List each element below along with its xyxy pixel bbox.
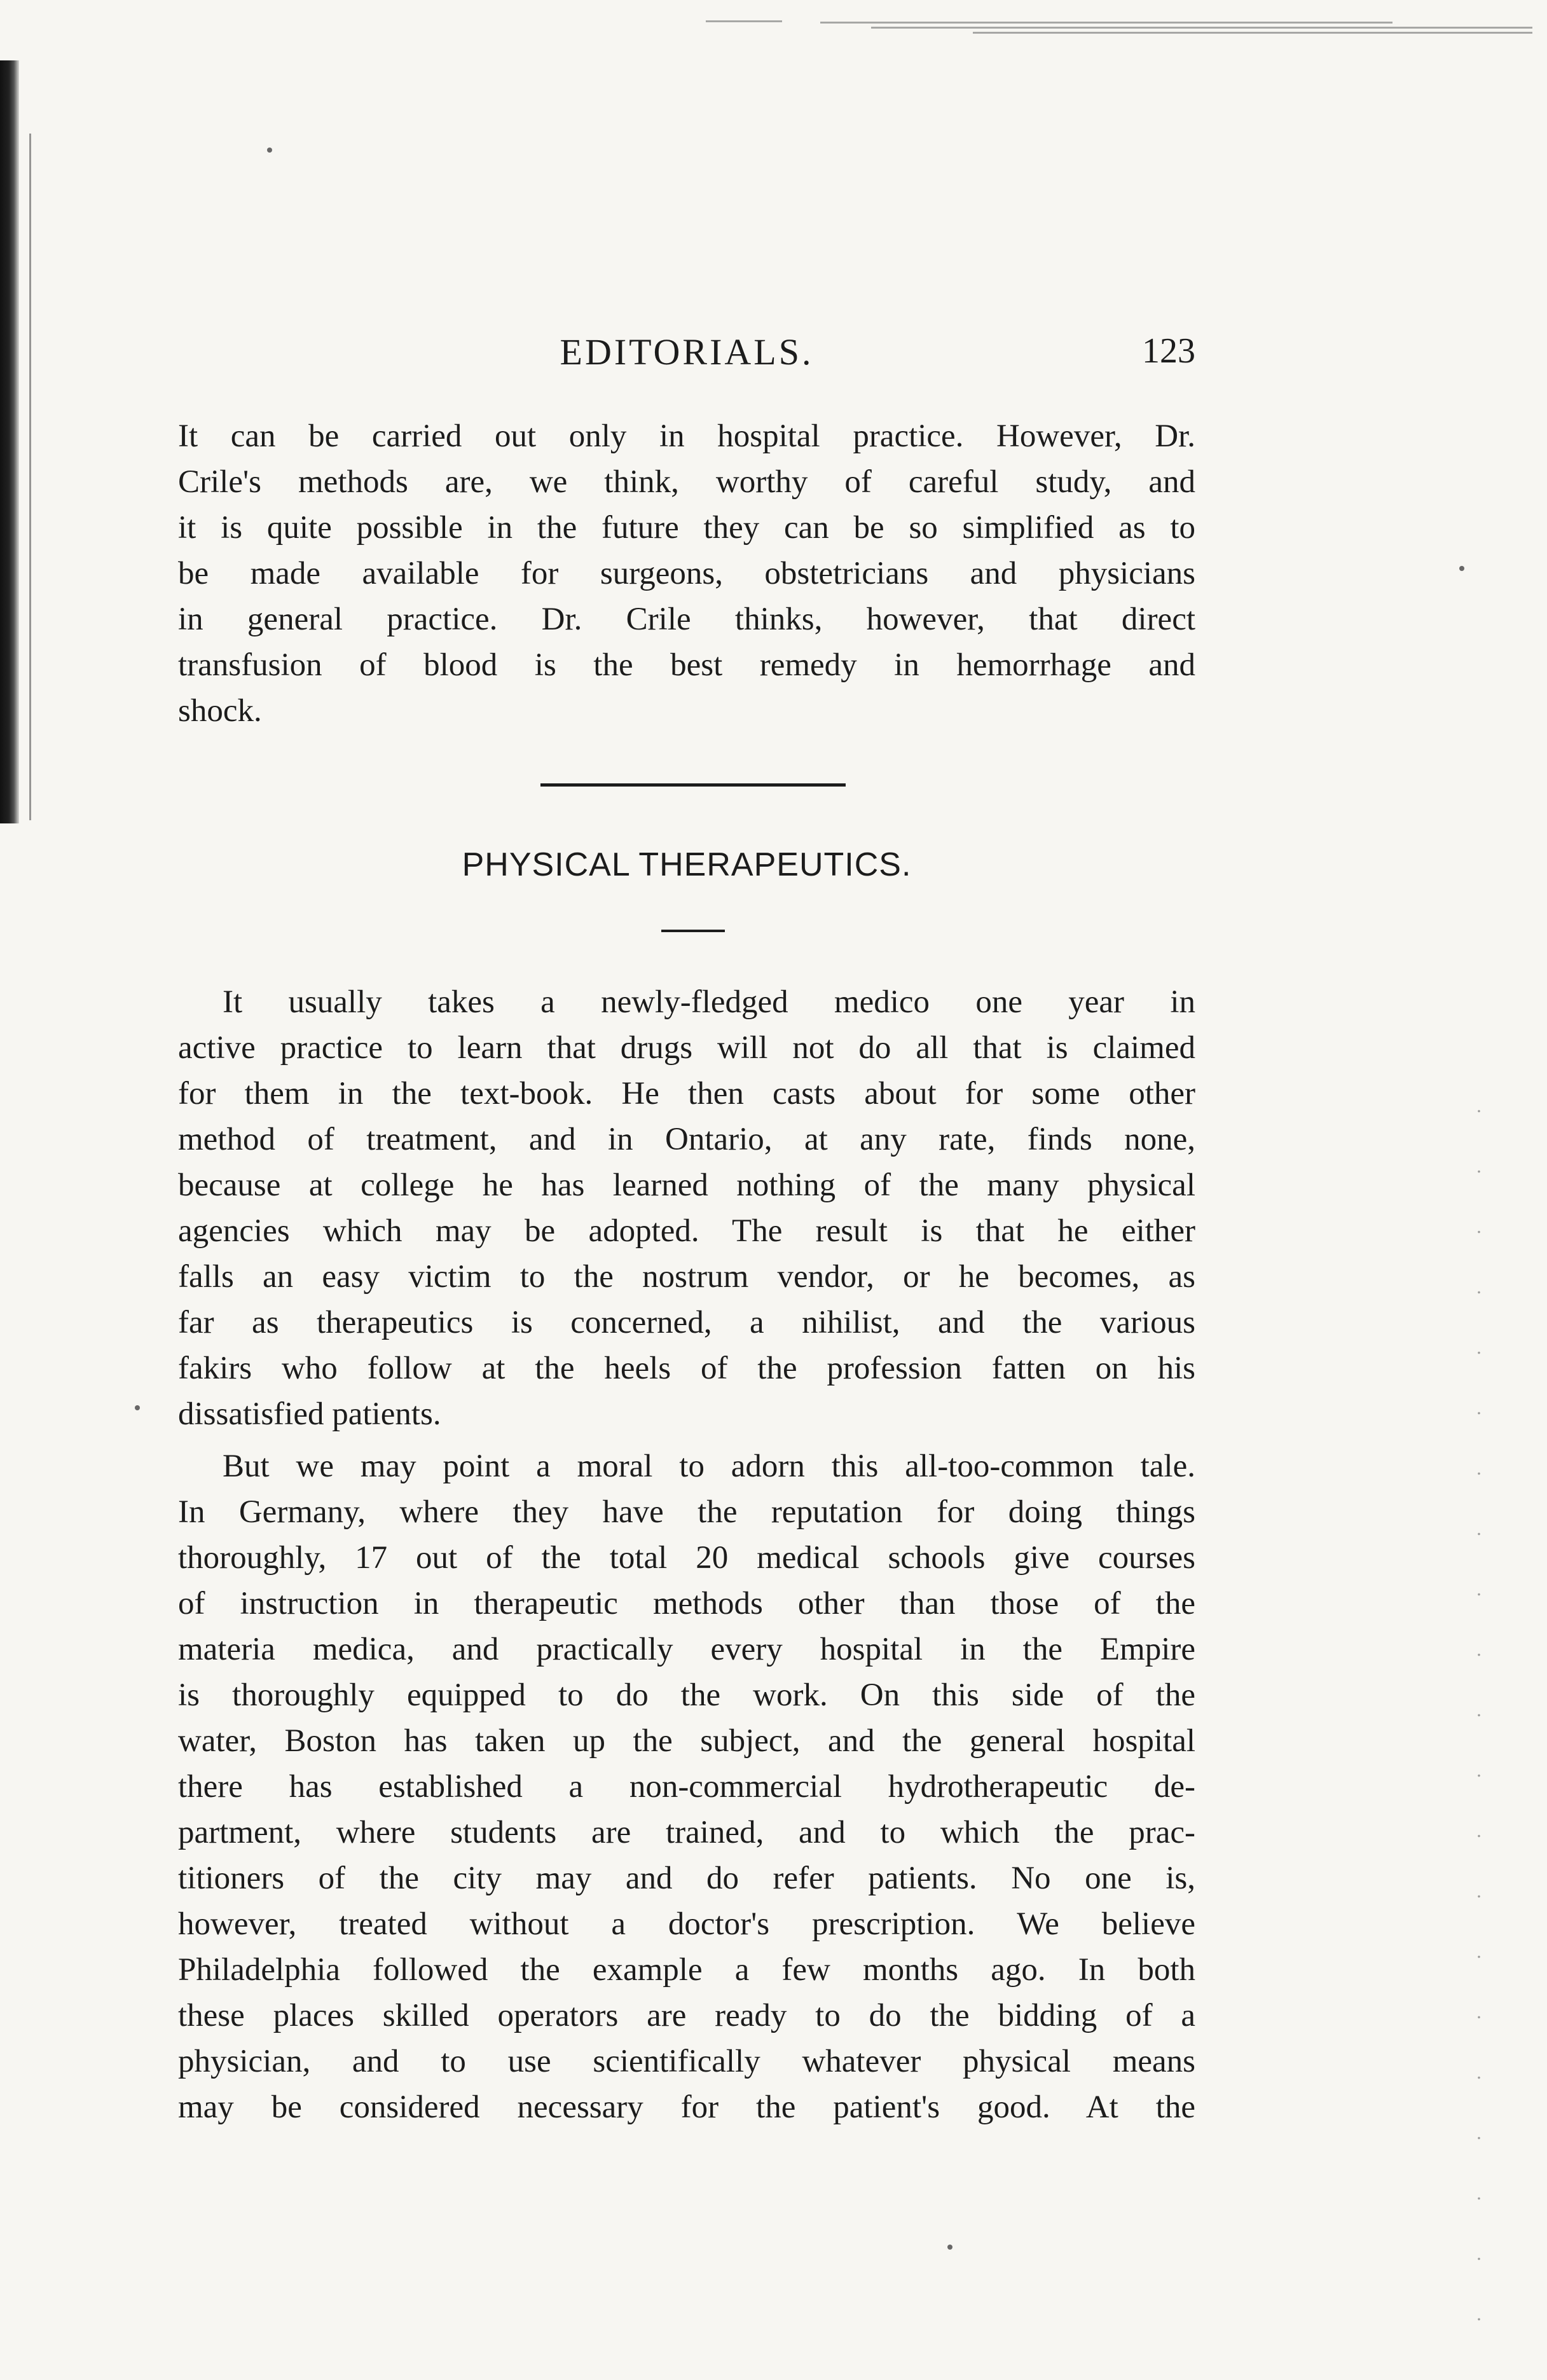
text-line: may be considered necessary for the patient's good. At the [178,2089,1195,2125]
text-line: physician, and to use scientifically whatever physical means [178,2044,1195,2079]
text-line: of instruction in therapeutic methods other than those of the [178,1586,1195,1621]
text-line: transfusion of blood is the best remedy in hemorrhage and [178,647,1195,683]
title-underline [661,930,725,932]
margin-specks [1474,1081,1484,2321]
running-title: EDITORIALS. [560,331,814,373]
text-line: fakirs who follow at the heels of the profession fatten on his [178,1351,1195,1386]
page-number: 123 [1142,331,1195,371]
text-line: It usually takes a newly-fledged medico one year in [223,984,1195,1020]
running-head [178,331,1195,388]
text-line: because at college he has learned nothing of the many physical [178,1167,1195,1203]
text-line: these places skilled operators are ready to do the bidding of a [178,1998,1195,2033]
text-line: thoroughly, 17 out of the total 20 medical schools give courses [178,1540,1195,1576]
text-line: far as therapeutics is concerned, a nihilist, and the various [178,1305,1195,1340]
text-line: dissatisfied patients. [178,1396,441,1432]
margin-speck [947,2245,952,2250]
scan-edge-artifact [706,13,1532,38]
text-line: In Germany, where they have the reputation for doing things [178,1494,1195,1530]
text-line: partment, where students are trained, and to which the prac- [178,1815,1195,1850]
text-line: But we may point a moral to adorn this all-too-common tale. [223,1448,1195,1484]
binding-edge-line [29,134,31,820]
margin-speck [135,1405,140,1410]
text-line: in general practice. Dr. Crile thinks, however, that direct [178,602,1195,637]
text-line: water, Boston has taken up the subject, and the general hospital [178,1723,1195,1759]
text-line: agencies which may be adopted. The result is that he either [178,1213,1195,1249]
text-line: shock. [178,693,262,729]
paragraph-1 [178,979,1195,1437]
text-line: titioners of the city may and do refer patients. No one is, [178,1861,1195,1896]
margin-speck [267,148,272,153]
text-line: Crile's methods are, we think, worthy of careful study, and [178,464,1195,500]
text-line: is thoroughly equipped to do the work. On this side of the [178,1677,1195,1713]
text-line: falls an easy victim to the nostrum vendor, or he becomes, as [178,1259,1195,1295]
text-line: Philadelphia followed the example a few months ago. In both [178,1952,1195,1988]
text-line: there has established a non-commercial hydrotherapeutic de- [178,1769,1195,1805]
text-line: method of treatment, and in Ontario, at any rate, finds none, [178,1122,1195,1157]
margin-speck [1459,566,1464,571]
continued-paragraph [178,413,1195,734]
section-title: PHYSICAL THERAPEUTICS. [462,846,912,883]
text-line: for them in the text-book. He then casts about for some other [178,1076,1195,1111]
text-line: however, treated without a doctor's prescription. We believe [178,1906,1195,1942]
paragraph-2 [178,1443,1195,2130]
text-line: it is quite possible in the future they can be so simplified as to [178,510,1195,546]
text-line: materia medica, and practically every hospital in the Empire [178,1632,1195,1667]
binding-shadow [0,60,19,823]
section-divider [540,783,846,787]
text-line: active practice to learn that drugs will not do all that is claimed [178,1030,1195,1066]
text-line: be made available for surgeons, obstetricians and physicians [178,556,1195,591]
text-line: It can be carried out only in hospital practice. However, Dr. [178,418,1195,454]
